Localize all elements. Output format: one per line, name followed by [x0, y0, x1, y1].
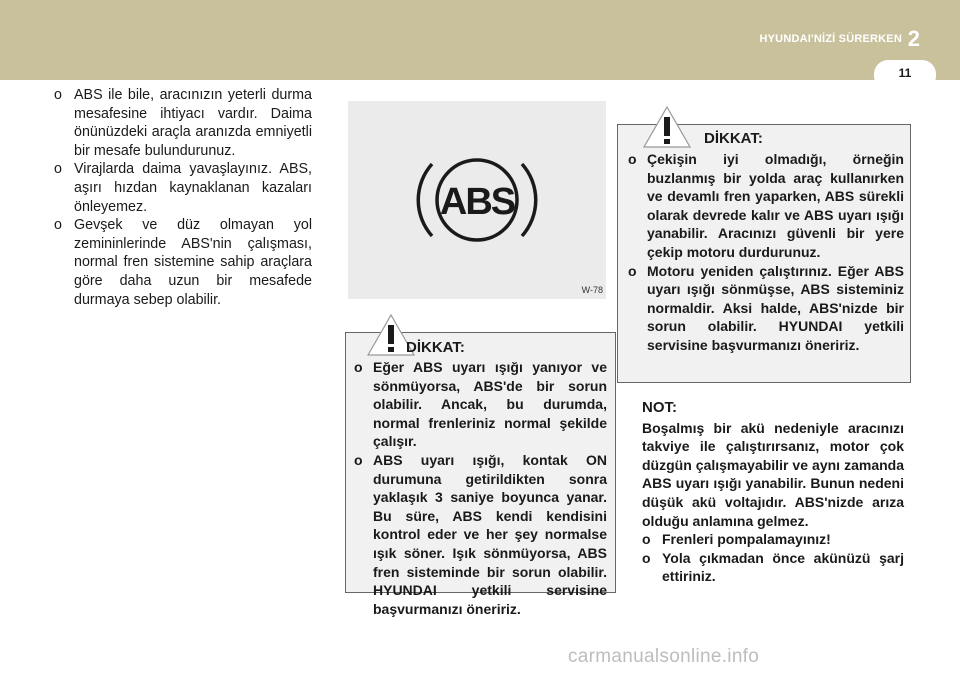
warning-list [628, 150, 904, 355]
bullet-mark: o [642, 531, 651, 548]
figure-code: W-78 [581, 285, 603, 295]
warning-title: DİKKAT: [406, 339, 465, 356]
list-item-text: Çekişin iyi olmadığı, örneğin buzlanmış bir yolda araç kullanırken ve devamlı fren yaparken, ABS sürekli olarak devrede kalır ve ABS uyarı ışığı yanabilir. Aracınızı güvenli bir yere çekip motoru durdurunuz. [647, 151, 904, 260]
note-section [642, 399, 904, 586]
chapter-title: HYUNDAI'NİZİ SÜRERKEN [759, 33, 902, 45]
warning-box-right [617, 124, 911, 383]
list-item-text: ABS ile bile, aracınızın yeterli durma mesafesine ihtiyacı vardır. Daima önünüzdeki araçla aranızda emniyetli bir mesafe bulundurunuz. [74, 87, 312, 159]
bullet-mark: o [642, 549, 651, 566]
list-item [54, 160, 312, 216]
abs-warning-light-icon [410, 142, 544, 258]
warning-triangle-icon [642, 105, 692, 149]
list-item [354, 358, 607, 451]
watermark: carmanualsonline.info [568, 646, 760, 667]
list-item-text: Eğer ABS uyarı ışığı yanıyor ve sönmüyorsa, ABS'de bir sorun olabilir. Ancak, bu durumda, normal frenleriniz normal şekilde çalışır. [373, 359, 607, 450]
bullet-mark: o [354, 451, 363, 468]
note-body: Boşalmış bir akü nedeniyle aracınızı takviye ile çalıştırırsanız, motor çok düzgün çalışmayabilir ve aynı zamanda ABS uyarı ışığı yanabilir. Bunun nedeni düşük akü voltajıdır. ABS'nizde arıza olduğu anlamına gelmez. [642, 419, 904, 529]
list-item [628, 150, 904, 262]
abs-figure [348, 101, 606, 299]
note-title: NOT: [642, 399, 677, 416]
bullet-mark: o [628, 262, 637, 279]
bullet-mark: o [628, 151, 637, 167]
chapter-number: 2 [907, 26, 920, 51]
abs-symbol-text: ABS [439, 181, 515, 223]
list-item [642, 549, 904, 586]
list-item-text: ABS uyarı ışığı, kontak ON durumuna getirildikten sonra yaklaşık 3 saniye boyunca yanar. Bu süre, ABS kendi kendisini kontrol eder ve her şey normalse ışık söner. Işık sönmüyorsa, ABS fren sisteminde bir sorun olabilir. HYUNDAI yetkili servisine başvurmanızı öneririz. [373, 451, 607, 617]
list-item-text: Motoru yeniden çalıştırınız. Eğer ABS uyarı ışığı sönmüşse, ABS sisteminiz normaldir. Aksi halde, ABS'nizde bir sorun olabilir. HYUNDAI yetkili servisine başvurmanızı öneririz. [647, 262, 904, 353]
page-header [0, 0, 960, 80]
list-item [54, 216, 312, 309]
list-item-text: Yola çıkmadan önce akünüzü şarj ettiriniz. [662, 549, 904, 585]
bullet-mark: o [354, 359, 363, 375]
page-number: 11 [898, 66, 912, 80]
list-item-text: Gevşek ve düz olmayan yol zemininlerinde ABS'nin çalışması, normal fren sistemine sahip araçlara göre daha uzun bir mesafede durmaya sebep olabilir. [74, 217, 312, 308]
warning-list [354, 358, 607, 618]
bullet-mark: o [54, 161, 62, 178]
bullet-mark: o [54, 217, 62, 234]
bullet-mark: o [54, 87, 62, 103]
list-item [354, 451, 607, 618]
left-column [54, 86, 312, 309]
list-item [642, 530, 904, 549]
list-item-text: Virajlarda daima yavaşlayınız. ABS, aşırı hızdan kaynaklanan kazaları önleyemez. [74, 161, 312, 215]
warning-title: DİKKAT: [704, 130, 763, 147]
warning-box-center [345, 332, 616, 617]
list-item [628, 262, 904, 355]
list-item-text: Frenleri pompalamayınız! [662, 531, 831, 548]
list-item [54, 86, 312, 160]
